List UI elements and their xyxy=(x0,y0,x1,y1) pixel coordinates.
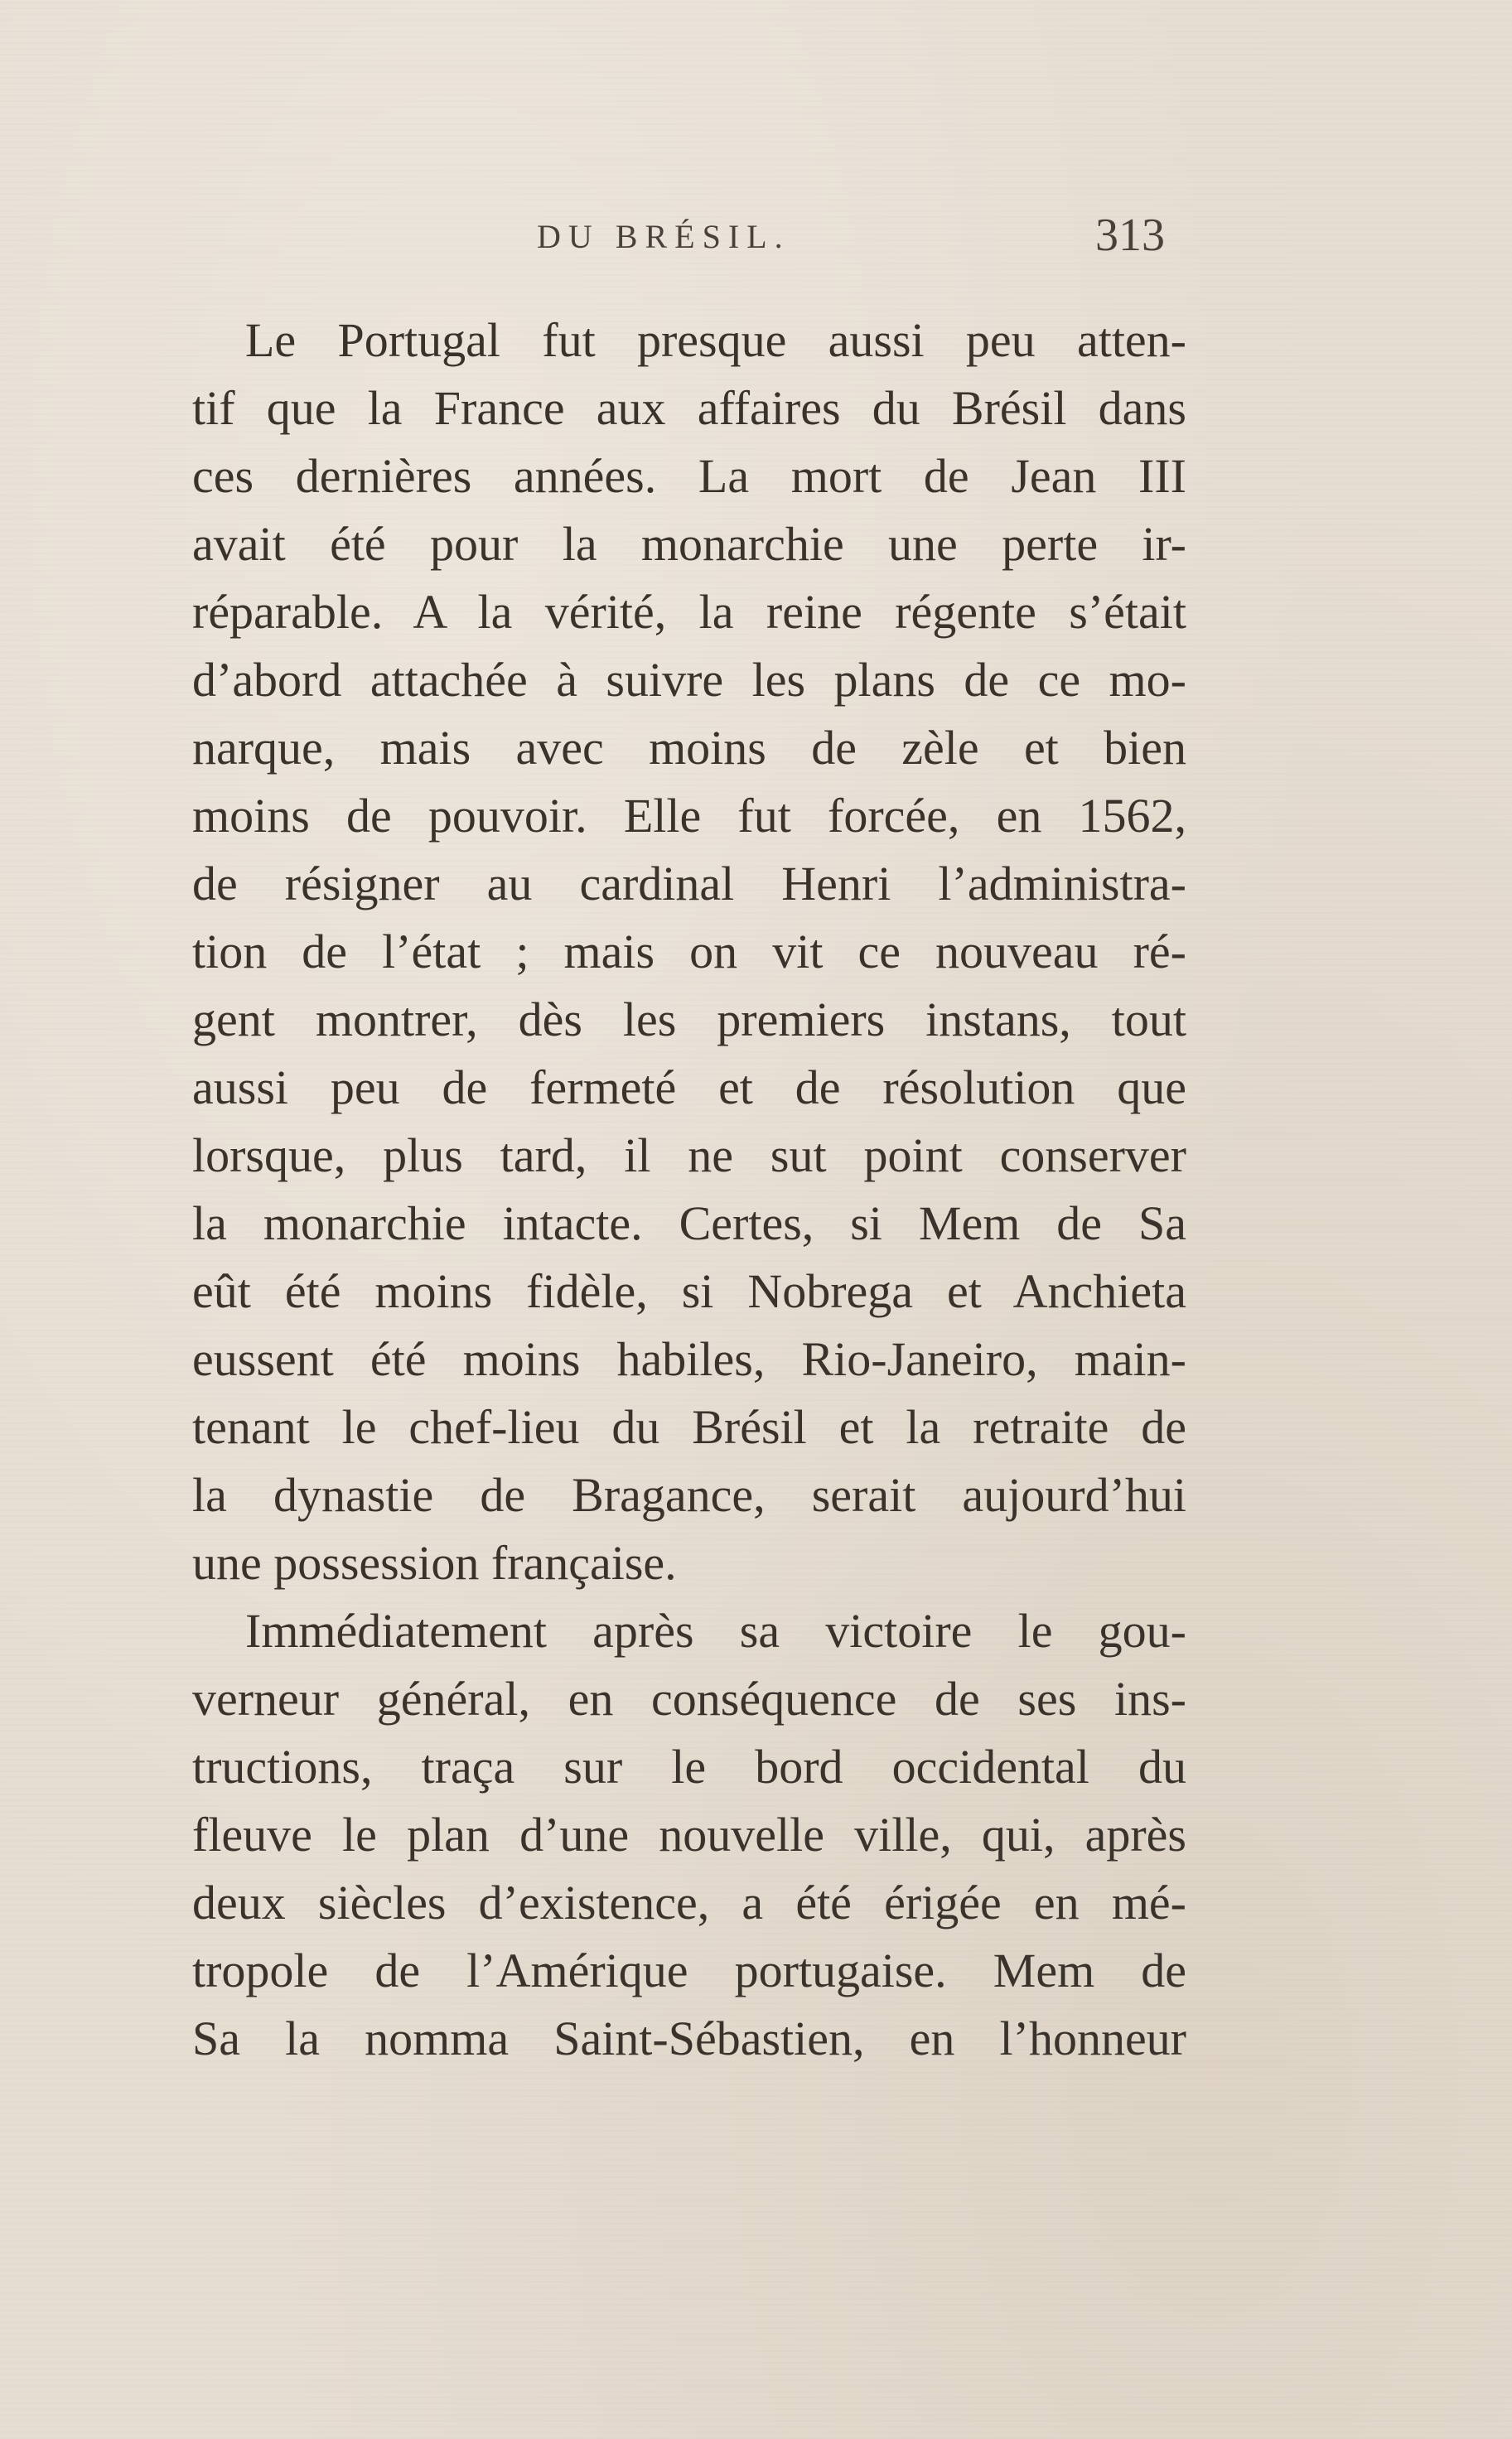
text-line: verneur général, en conséquence de ses ins- xyxy=(192,1672,1186,1726)
text-line: réparable. A la vérité, la reine régente s’était xyxy=(192,585,1186,639)
text-line: aussi peu de fermeté et de résolution que xyxy=(192,1060,1186,1114)
running-head: DU BRÉSIL. xyxy=(537,218,790,255)
page-number: 313 xyxy=(1095,210,1165,261)
text-line: lorsque, plus tard, il ne sut point conserver xyxy=(192,1128,1186,1182)
text-line: d’abord attachée à suivre les plans de ce mo- xyxy=(192,653,1186,707)
text-line: gent montrer, dès les premiers instans, tout xyxy=(192,993,1186,1046)
text-line: fleuve le plan d’une nouvelle ville, qui, après xyxy=(192,1808,1186,1862)
text-line: la monarchie intacte. Certes, si Mem de Sa xyxy=(192,1196,1186,1250)
body-text xyxy=(192,307,1186,2073)
text-line: tion de l’état ; mais on vit ce nouveau ré- xyxy=(192,925,1186,978)
text-line: eût été moins fidèle, si Nobrega et Anchieta xyxy=(192,1264,1186,1318)
text-line: Sa la nomma Saint-Sébastien, en l’honneur xyxy=(192,2012,1186,2065)
text-line: une possession française. xyxy=(192,1536,677,1590)
text-line: tructions, traça sur le bord occidental du xyxy=(192,1740,1186,1794)
text-line: Immédiatement après sa victoire le gou- xyxy=(245,1604,1186,1658)
paragraph-1 xyxy=(192,307,1186,1597)
text-line: avait été pour la monarchie une perte ir- xyxy=(192,517,1186,571)
text-line: tenant le chef-lieu du Brésil et la retraite de xyxy=(192,1400,1186,1454)
text-line: Le Portugal fut presque aussi peu atten- xyxy=(245,313,1186,367)
text-line: de résigner au cardinal Henri l’administra- xyxy=(192,857,1186,910)
text-line: moins de pouvoir. Elle fut forcée, en 1562, xyxy=(192,789,1186,843)
text-line: narque, mais avec moins de zèle et bien xyxy=(192,721,1186,775)
text-line: deux siècles d’existence, a été érigée en mé- xyxy=(192,1876,1186,1929)
paragraph-2 xyxy=(192,1597,1186,2073)
text-line: ces dernières années. La mort de Jean III xyxy=(192,449,1186,503)
text-line: tif que la France aux affaires du Brésil dans xyxy=(192,381,1186,435)
text-line: la dynastie de Bragance, serait aujourd’hui xyxy=(192,1468,1186,1522)
text-line: tropole de l’Amérique portugaise. Mem de xyxy=(192,1944,1186,1997)
text-line: eussent été moins habiles, Rio-Janeiro, main- xyxy=(192,1332,1186,1386)
